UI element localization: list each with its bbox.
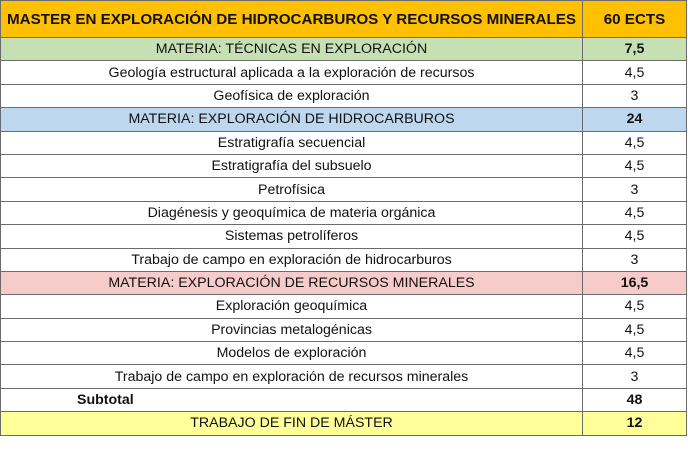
course-row-label: Geología estructural aplicada a la exploración de recursos xyxy=(1,61,583,84)
course-row-ects: 3 xyxy=(583,178,687,201)
subtotal-row-ects: 48 xyxy=(583,388,687,411)
total-ects: 60 ECTS xyxy=(583,1,687,38)
course-row xyxy=(1,61,687,84)
course-row xyxy=(1,318,687,341)
course-row-label: Trabajo de campo en exploración de recursos minerales xyxy=(1,365,583,388)
materia-row-ects: 16,5 xyxy=(583,271,687,294)
course-row-ects: 4,5 xyxy=(583,318,687,341)
course-row-ects: 4,5 xyxy=(583,201,687,224)
course-row xyxy=(1,84,687,107)
course-row-label: Geofísica de exploración xyxy=(1,84,583,107)
course-row xyxy=(1,365,687,388)
subtotal-row-label: Subtotal xyxy=(1,388,583,411)
course-row xyxy=(1,248,687,271)
course-row-ects: 3 xyxy=(583,84,687,107)
materia-row-label: MATERIA: TÉCNICAS EN EXPLORACIÓN xyxy=(1,38,583,61)
course-row-label: Estratigrafía secuencial xyxy=(1,131,583,154)
course-row-label: Exploración geoquímica xyxy=(1,295,583,318)
course-row xyxy=(1,178,687,201)
materia-row-label: MATERIA: EXPLORACIÓN DE HIDROCARBUROS xyxy=(1,108,583,131)
materia-row xyxy=(1,108,687,131)
course-row xyxy=(1,225,687,248)
materia-row xyxy=(1,271,687,294)
course-row-ects: 4,5 xyxy=(583,295,687,318)
course-row xyxy=(1,342,687,365)
course-row xyxy=(1,131,687,154)
course-row-ects: 4,5 xyxy=(583,154,687,177)
course-row xyxy=(1,154,687,177)
course-row-label: Estratigrafía del subsuelo xyxy=(1,154,583,177)
course-row-label: Modelos de exploración xyxy=(1,342,583,365)
course-row-label: Petrofísica xyxy=(1,178,583,201)
course-row-label: Trabajo de campo en exploración de hidrocarburos xyxy=(1,248,583,271)
course-row-label: Sistemas petrolíferos xyxy=(1,225,583,248)
materia-row-ects: 12 xyxy=(583,412,687,435)
materia-row-label: MATERIA: EXPLORACIÓN DE RECURSOS MINERALES xyxy=(1,271,583,294)
materia-row xyxy=(1,412,687,435)
course-row-ects: 3 xyxy=(583,365,687,388)
course-row-label: Provincias metalogénicas xyxy=(1,318,583,341)
course-row-ects: 4,5 xyxy=(583,225,687,248)
materia-row xyxy=(1,38,687,61)
table-title: MASTER EN EXPLORACIÓN DE HIDROCARBUROS Y RECURSOS MINERALES xyxy=(1,1,583,38)
subtotal-row xyxy=(1,388,687,411)
header-row xyxy=(1,1,687,38)
materia-row-ects: 7,5 xyxy=(583,38,687,61)
course-row-ects: 4,5 xyxy=(583,342,687,365)
course-row-ects: 3 xyxy=(583,248,687,271)
table-body xyxy=(1,38,687,436)
course-row xyxy=(1,295,687,318)
course-row-ects: 4,5 xyxy=(583,61,687,84)
materia-row-ects: 24 xyxy=(583,108,687,131)
materia-row-label: TRABAJO DE FIN DE MÁSTER xyxy=(1,412,583,435)
course-row-label: Diagénesis y geoquímica de materia orgánica xyxy=(1,201,583,224)
course-row-ects: 4,5 xyxy=(583,131,687,154)
course-row xyxy=(1,201,687,224)
